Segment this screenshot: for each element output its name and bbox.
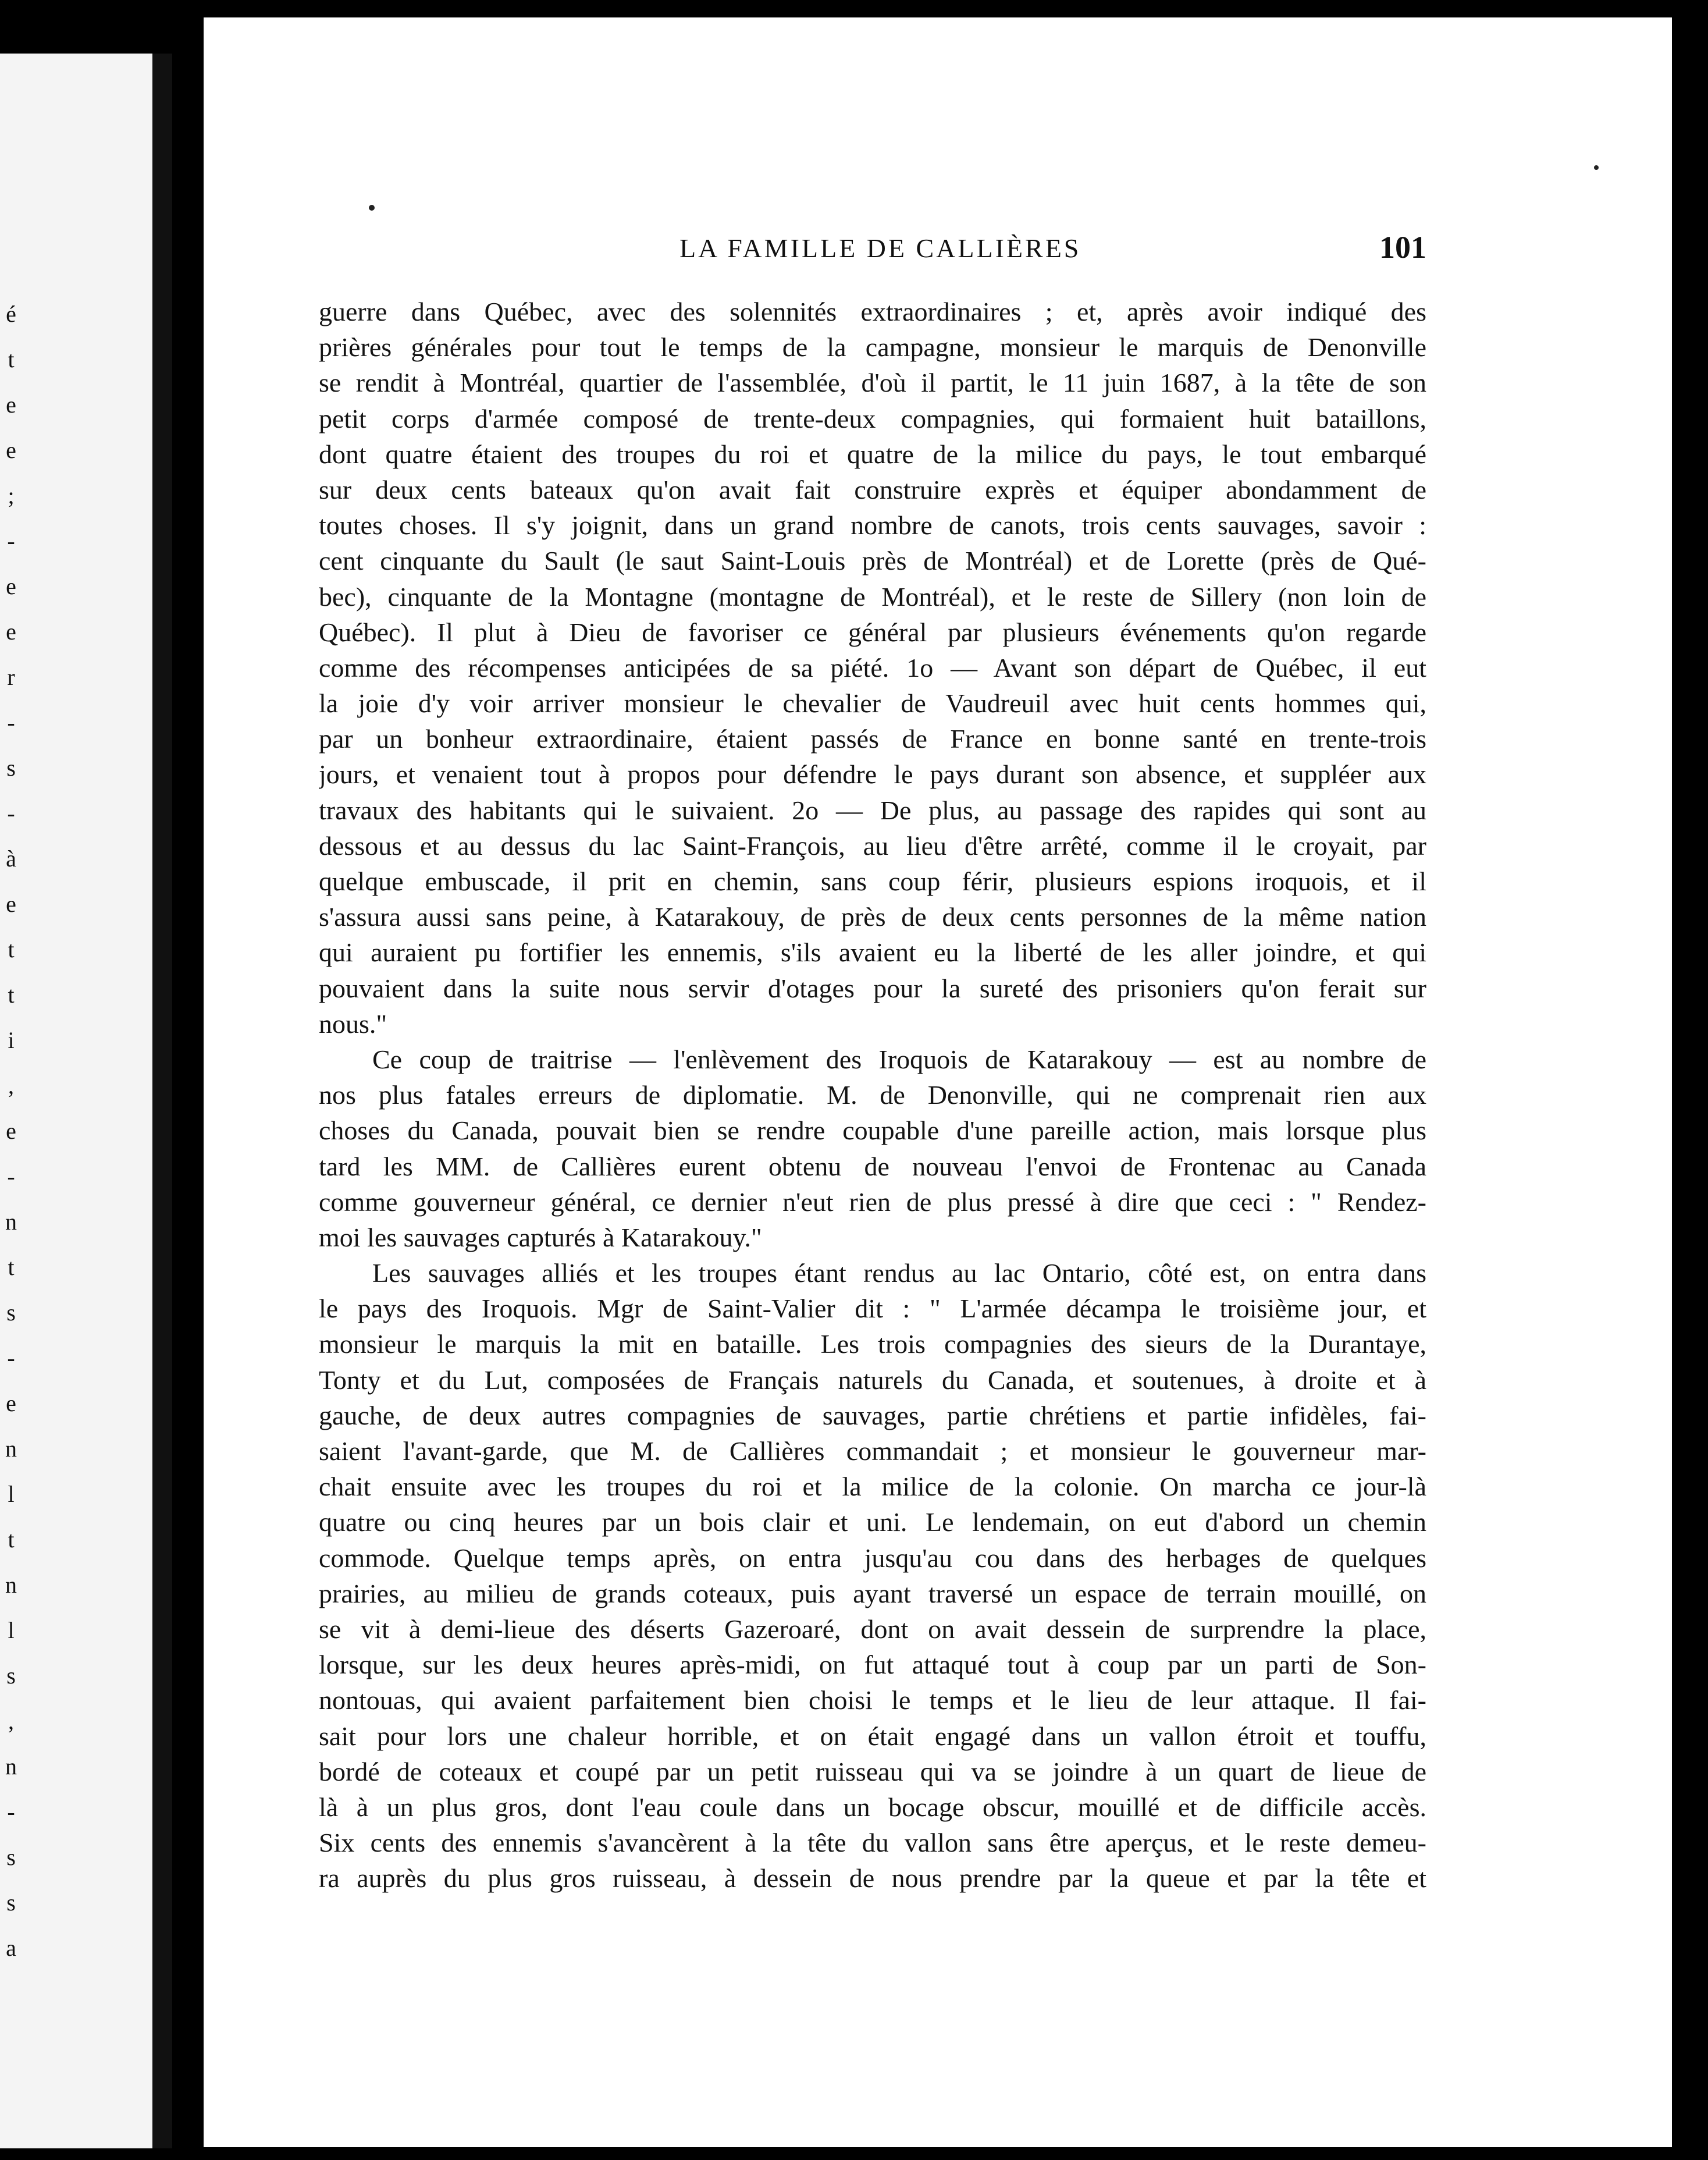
page-number: 101 [1379,230,1426,265]
facing-page-fragment: - [7,1799,15,1825]
facing-page-fragment: e [6,1390,16,1416]
facing-page-fragment: t [8,346,15,372]
facing-page-fragment: s [6,1299,16,1326]
running-title: LA FAMILLE DE CALLIÈRES [679,233,1081,263]
facing-page-fragment: e [6,392,16,418]
text-line: quatre ou cinq heures par un bois clair et uni. Le lendemain, on eut d'abord un chemin [319,1507,1426,1537]
facing-page-fragment: à [6,845,16,872]
facing-page-fragment: - [7,1163,15,1189]
text-line: saient l'avant-garde, que M. de Callières commandait ; et monsieur le gouverneur mar- [319,1436,1426,1466]
facing-page-fragment: - [7,528,15,554]
text-line: dont quatre étaient des troupes du roi et quatre de la milice du pays, le tout embarqué [319,439,1426,469]
text-line: qui auraient pu fortifier les ennemis, s'ils avaient eu la liberté de les aller joindre, et qui [319,937,1426,968]
text-line: pouvaient dans la suite nous servir d'otages pour la sureté des prisoniers qu'on ferait sur [319,973,1426,1003]
text-line: bec), cinquante de la Montagne (montagne de Montréal), et le reste de Sillery (non loin de [319,581,1426,612]
facing-page-fragment: n [5,1572,17,1598]
facing-page-fragment: - [7,709,15,736]
text-line: toutes choses. Il s'y joignit, dans un grand nombre de canots, trois cents sauvages, savoir : [319,510,1426,541]
facing-page-fragment: n [5,1753,17,1779]
facing-page-fragment: - [7,800,15,826]
facing-page-fragment: e [6,891,16,917]
text-line: monsieur le marquis la mit en bataille. Les trois compagnies des sieurs de la Durantaye, [319,1329,1426,1359]
text-line: commode. Quelque temps après, on entra jusqu'au cou dans des herbages de quelques [319,1543,1426,1573]
book-gutter [152,54,172,2148]
text-line: là à un plus gros, dont l'eau coule dans un bocage obscur, mouillé et de difficile accès. [319,1792,1426,1822]
facing-page-fragment: s [6,1662,16,1689]
text-line: gauche, de deux autres compagnies de sauvages, partie chrétiens et partie infidèles, fai- [319,1400,1426,1430]
facing-page-fragment: t [8,982,15,1008]
text-line: sait pour lors une chaleur horrible, et on était engagé dans un vallon étroit et touffu, [319,1721,1426,1751]
facing-page-fragment: s [6,755,16,781]
text-line: par un bonheur extraordinaire, étaient passés de France en bonne santé en trente-trois [319,724,1426,754]
facing-page-fragment: t [8,1254,15,1280]
text-line: lorsque, sur les deux heures après-midi, on fut attaqué tout à coup par un parti de Son- [319,1650,1426,1680]
facing-page-fragment: , [8,1072,14,1099]
text-line: moi les sauvages capturés à Katarakouy." [319,1222,762,1252]
facing-page-fragment: a [6,1935,16,1961]
facing-page-fragment: , [8,1708,14,1734]
facing-page-fragment: e [6,619,16,645]
facing-page-fragment: s [6,1844,16,1870]
text-line: cent cinquante du Sault (le saut Saint-Louis près de Montréal) et de Lorette (près de Qué- [319,546,1426,576]
text-line: jours, et venaient tout à propos pour défendre le pays durant son absence, et suppléer aux [319,759,1426,790]
text-line: comme gouverneur général, ce dernier n'eut rien de plus pressé à dire que ceci : " Rendez- [319,1186,1426,1217]
text-line: nontouas, qui avaient parfaitement bien choisi le temps et le lieu de leur attaque. Il fai- [319,1685,1426,1715]
text-line: choses du Canada, pouvait bien se rendre coupable d'une pareille action, mais lorsque plus [319,1115,1426,1146]
text-line: prairies, au milieu de grands coteaux, puis ayant traversé un espace de terrain mouillé, on [319,1578,1426,1608]
text-line: sur deux cents bateaux qu'on avait fait construire exprès et équiper abondamment de [319,474,1426,505]
text-line: prières générales pour tout le temps de la campagne, monsieur le marquis de Denonville [319,332,1426,363]
text-line: s'assura aussi sans peine, à Katarakouy, de près de deux cents personnes de la même nation [319,902,1426,932]
scan-right-edge [1672,17,1708,2160]
text-line: nos plus fatales erreurs de diplomatie. M. de Denonville, qui ne comprenait rien aux [319,1080,1426,1110]
text-line: guerre dans Québec, avec des solennités extraordinaires ; et, après avoir indiqué des [319,297,1426,326]
text-line: travaux des habitants qui le suivaient. 2o — De plus, au passage des rapides qui sont au [319,795,1426,825]
text-line: le pays des Iroquois. Mgr de Saint-Valier dit : " L'armée décampa le troisième jour, et [319,1294,1426,1324]
facing-page-fragment: l [8,1617,15,1643]
facing-page-fragment: e [6,1118,16,1144]
text-line: ra auprès du plus gros ruisseau, à dessein de nous prendre par la queue et par la tête et [319,1863,1426,1893]
text-line: bordé de coteaux et coupé par un petit ruisseau qui va se joindre à un quart de lieue de [319,1756,1426,1786]
text-line: nous." [319,1008,387,1039]
facing-page-fragment: r [7,664,15,690]
facing-page-fragment: n [5,1209,17,1235]
facing-page-fragment: e [6,573,16,599]
text-line: se rendit à Montréal, quartier de l'assemblée, d'où il partit, le 11 juin 1687, à la tête de son [319,368,1426,398]
facing-page-fragment: é [6,301,16,327]
body-text [319,294,1426,1896]
ink-speck [1594,165,1599,170]
facing-page-fragment: s [6,1889,16,1916]
text-line: quelque embuscade, il prit en chemin, sans coup férir, plusieurs espions iroquois, et il [319,866,1426,896]
facing-page-fragment: t [8,1526,15,1552]
facing-page-fragment: i [8,1027,15,1053]
text-line: tard les MM. de Callières eurent obtenu de nouveau l'envoi de Frontenac au Canada [319,1151,1426,1181]
text-line: chait ensuite avec les troupes du roi et la milice de la colonie. On marcha ce jour-là [319,1472,1426,1502]
text-line: dessous et au dessus du lac Saint-François, au lieu d'être arrêté, comme il le croyait, par [319,830,1426,861]
text-line: Ce coup de traitrise — l'enlèvement des Iroquois de Katarakouy — est au nombre de [372,1044,1426,1074]
text-line: petit corps d'armée composé de trente-deux compagnies, qui formaient huit bataillons, [319,403,1426,434]
facing-page-fragment: e [6,437,16,463]
text-line: se vit à demi-lieue des déserts Gazeroaré, dont on avait dessein de surprendre la place, [319,1614,1426,1644]
text-line: Les sauvages alliés et les troupes étant rendus au lac Ontario, côté est, on entra dans [372,1258,1426,1288]
page-header [679,230,1426,273]
facing-page-fragment: ; [8,482,15,509]
facing-page-fragment: - [7,1345,15,1371]
facing-page-strip [0,54,152,2148]
text-line: Québec). Il plut à Dieu de favoriser ce général par plusieurs événements qu'on regarde [319,617,1426,647]
text-line: comme des récompenses anticipées de sa piété. 1o — Avant son départ de Québec, il eut [319,652,1426,683]
text-line: Tonty et du Lut, composées de Français naturels du Canada, et soutenues, à droite et à [319,1365,1426,1395]
ink-speck [369,205,375,211]
facing-page-fragment: t [8,936,15,962]
facing-page-fragment: l [8,1481,15,1507]
facing-page-fragment: n [5,1436,17,1462]
text-line: Six cents des ennemis s'avancèrent à la tête du vallon sans être aperçus, et le reste demeu- [319,1828,1426,1858]
text-line: la joie d'y voir arriver monsieur le chevalier de Vaudreuil avec huit cents hommes qui, [319,688,1426,719]
